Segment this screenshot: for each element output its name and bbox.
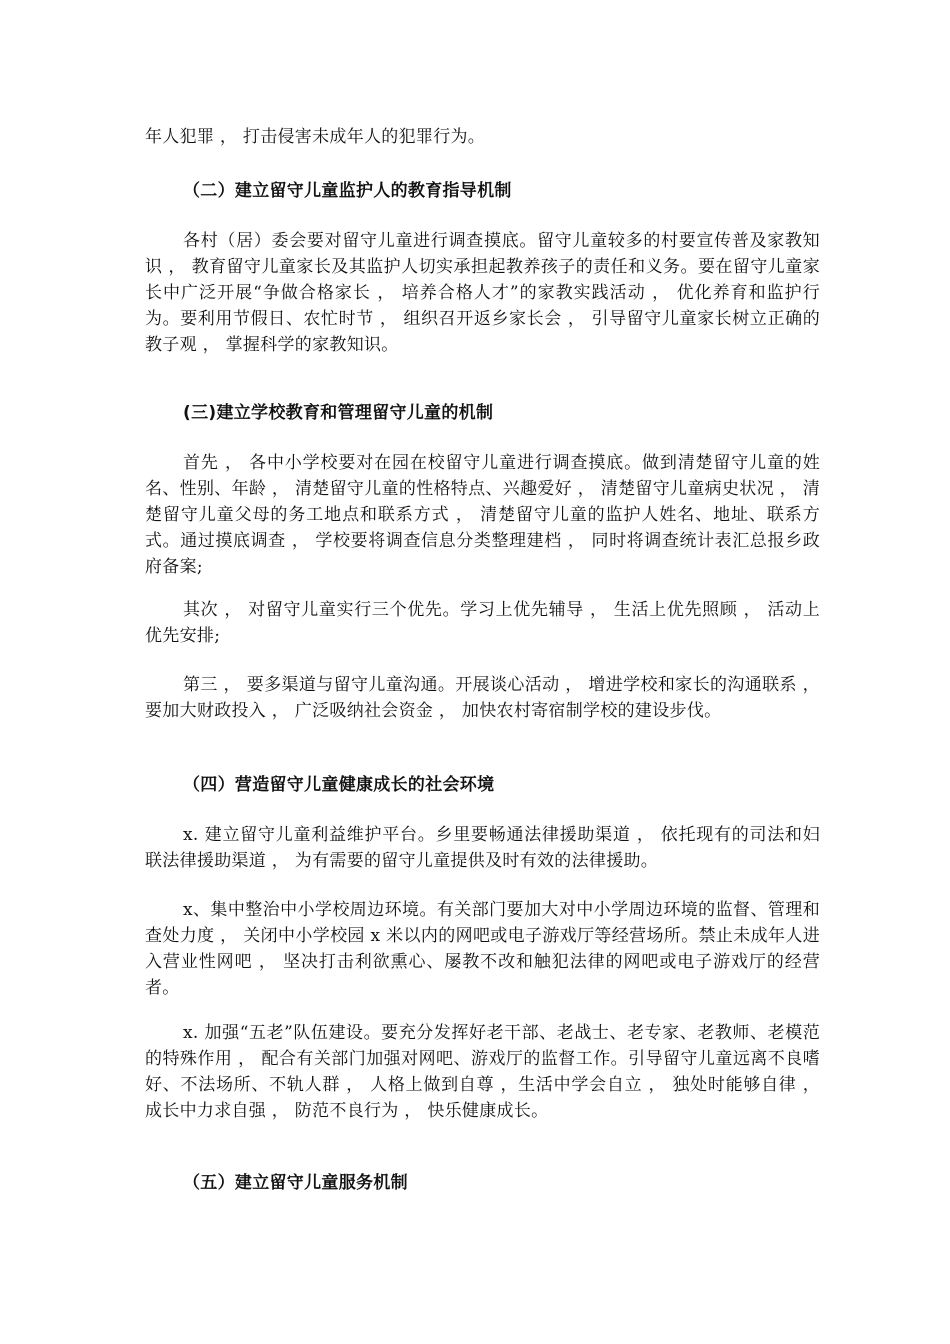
paragraph-3-3: 第三 ， 要多渠道与留守儿童沟通。开展谈心活动 ， 增进学校和家长的沟通联系 ， 要加大财政投入 ， 广泛吸纳社会资金 ， 加快农村寄宿制学校的建设步伐。 xyxy=(145,675,820,721)
paragraph-2-1: 各村（居）委会要对留守儿童进行调查摸底。留守儿童较多的村要宣传普及家教知识 ， 教育留守儿童家长及其监护人切实承担起教养孩子的责任和义务。要在留守儿童家长中广泛开展“争做合格家长 ， 培养合格人才”的家教实践活动 ， 优化养育和监护行为。要利用节假日、农忙时节 ， 组织召开返乡家长会 ， 引导留守儿童家长树立正确的教子观 ， 掌握科学的家教知识。 xyxy=(145,231,820,355)
paragraph-4-2: x、集中整治中小学校周边环境。有关部门要加大对中小学周边环境的监督、管理和查处力度 ， 关闭中小学校园 x 米以内的网吧或电子游戏厅等经营场所。禁止未成年人进入营业性网吧 ， 坚决打击利欲熏心、屡教不改和触犯法律的网吧或电子游戏厅的经营者。 xyxy=(145,900,820,998)
section-heading-5: （五）建立留守儿童服务机制 xyxy=(183,1173,408,1193)
paragraph-intro: 年人犯罪 ， 打击侵害未成年人的犯罪行为。 xyxy=(145,127,486,147)
section-heading-4: （四）营造留守儿童健康成长的社会环境 xyxy=(183,775,495,795)
paragraph-4-1: x. 建立留守儿童利益维护平台。乡里要畅通法律援助渠道 ， 依托现有的司法和妇联法律援助渠道 ， 为有需要的留守儿童提供及时有效的法律援助。 xyxy=(145,825,820,871)
section-heading-2: （二）建立留守儿童监护人的教育指导机制 xyxy=(183,181,512,201)
paragraph-3-1: 首先 ， 各中小学校要对在园在校留守儿童进行调查摸底。做到清楚留守儿童的姓名、性别、年龄 ， 清楚留守儿童的性格特点、兴趣爱好 ， 清楚留守儿童病史状况 ， 清楚留守儿童父母的务工地点和联系方式 ， 清楚留守儿童的监护人姓名、地址、联系方式。通过摸底调查 ， 学校要将调查信息分类整理建档 ， 同时将调查统计表汇总报乡政府备案; xyxy=(145,453,820,577)
paragraph-4-3: x. 加强“五老”队伍建设。要充分发挥好老干部、老战士、老专家、老教师、老模范的特殊作用 ， 配合有关部门加强对网吧、游戏厅的监督工作。引导留守儿童远离不良嗜好、不法场所、不轨人群 ， 人格上做到自尊 ，生活中学会自立 ， 独处时能够自律 ， 成长中力求自强 ， 防范不良行为 ， 快乐健康成长。 xyxy=(145,1023,820,1121)
section-heading-3: (三)建立学校教育和管理留守儿童的机制 xyxy=(183,403,494,423)
paragraph-3-2: 其次 ， 对留守儿童实行三个优先。学习上优先辅导 ， 生活上优先照顾 ， 活动上优先安排; xyxy=(145,600,820,646)
